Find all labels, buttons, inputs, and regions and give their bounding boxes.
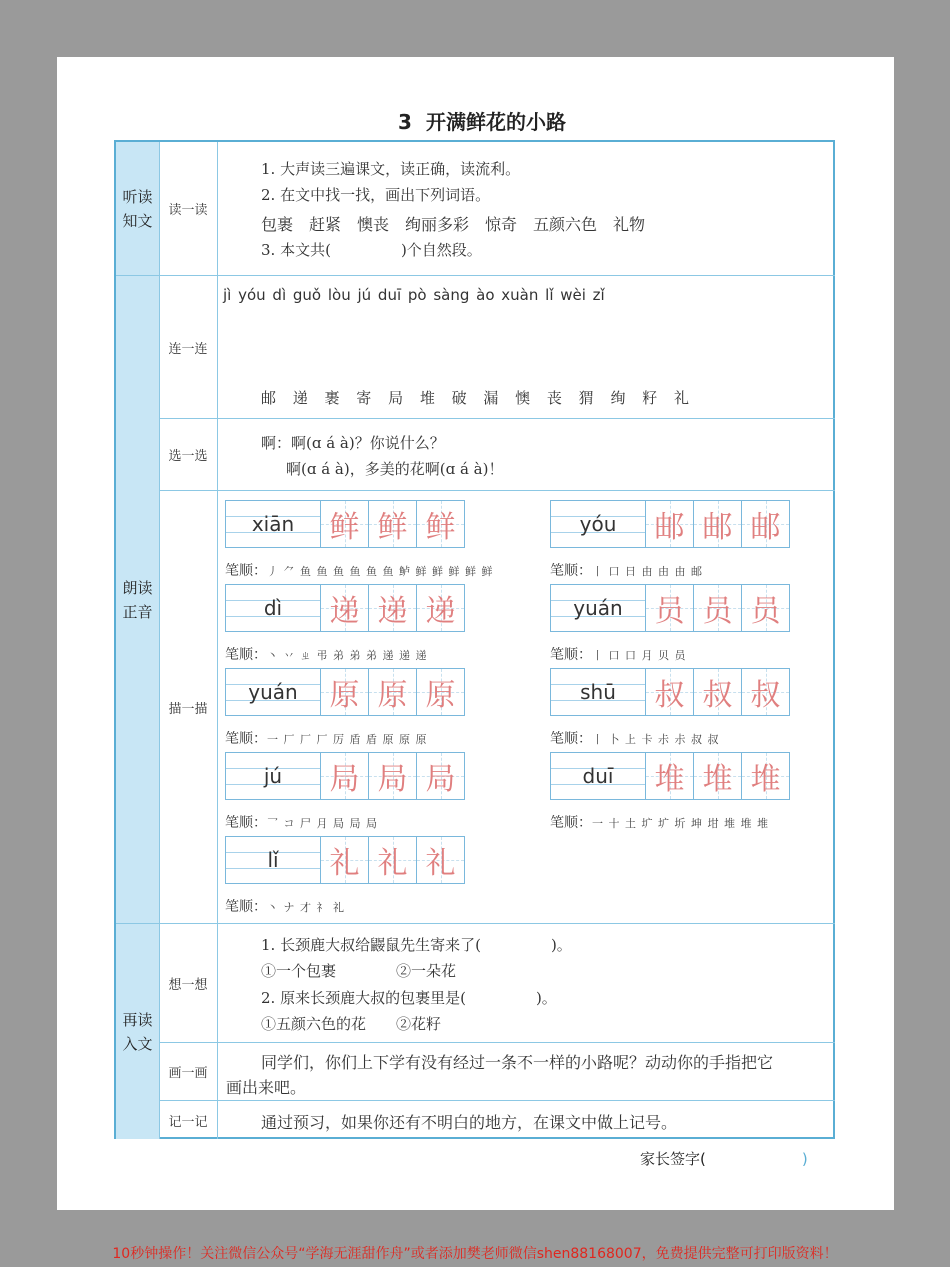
stroke-order-you <box>550 560 703 580</box>
huayihua-line-1: 同学们，你们上下学有没有经过一条不一样的小路呢？动动你的手指把它 <box>261 1053 774 1072</box>
divider <box>116 923 835 924</box>
trace-box[interactable] <box>321 500 369 548</box>
xuanyixuan-line-2: 啊(ɑ á à)，多美的花啊(ɑ á à)！ <box>286 460 504 478</box>
trace-char: 递 <box>377 594 408 629</box>
category-reread <box>116 924 159 1139</box>
trace-box[interactable] <box>742 752 790 800</box>
tracing-group-you <box>550 500 790 548</box>
stroke-sequence: 一 厂 厂 厂 厉 盾 盾 原 原 原 <box>267 733 428 746</box>
sub-label-miaoyimiao: 描一描 <box>168 701 208 717</box>
trace-box[interactable] <box>417 752 465 800</box>
tracing-group-shu <box>550 668 790 716</box>
tracing-group-dui <box>550 752 790 800</box>
q2-close: )。 <box>535 989 557 1007</box>
stroke-sequence: 丶 丷 ㄓ 弔 弟 弟 弟 递 递 递 <box>267 649 428 662</box>
tracing-group-di <box>225 584 465 632</box>
stroke-order-dui <box>550 812 769 832</box>
pinyin-text: jú <box>263 764 283 788</box>
trace-box[interactable] <box>742 668 790 716</box>
stroke-order-li <box>225 896 345 916</box>
trace-char: 邮 <box>654 510 685 545</box>
parent-signature <box>640 1148 808 1169</box>
trace-box[interactable] <box>646 668 694 716</box>
tracing-group-xian <box>225 500 465 548</box>
q1-text: 1. 长颈鹿大叔给鼹鼠先生寄来了( <box>261 936 481 954</box>
pinyin-box <box>225 668 321 716</box>
lianyilian-pinyin-row: jì yóu dì guǒ lòu jú duī pò sàng ào xuàn lǐ wèi zǐ <box>223 286 605 304</box>
pinyin-text: yuán <box>573 596 623 620</box>
duyidu-item-2: 2. 在文中找一找，画出下列词语。 <box>261 186 491 204</box>
duyidu-item-3-pre: 3. 本文共( <box>261 241 331 259</box>
category-read-line1: 朗读 <box>122 578 153 597</box>
category-listen-line2: 知文 <box>122 211 153 230</box>
pinyin-box <box>550 752 646 800</box>
trace-box[interactable] <box>742 500 790 548</box>
stroke-sequence: 一 十 土 圹 圹 圻 坤 坩 堆 堆 堆 <box>592 817 769 830</box>
stroke-label: 笔顺： <box>550 647 592 663</box>
trace-box[interactable] <box>369 500 417 548</box>
trace-box[interactable] <box>417 500 465 548</box>
trace-box[interactable] <box>646 752 694 800</box>
pinyin-text: lǐ <box>267 848 279 872</box>
divider <box>159 1100 835 1101</box>
stroke-label: 笔顺： <box>225 815 267 831</box>
duyidu-word-list: 包裹 赶紧 懊丧 绚丽多彩 惊奇 五颜六色 礼物 <box>261 215 646 234</box>
lianyilian-hanzi-row: 邮 递 裹 寄 局 堆 破 漏 懊 丧 猬 绚 籽 礼 <box>261 389 695 407</box>
page-title <box>0 106 950 135</box>
pinyin-text: yuán <box>248 680 298 704</box>
jiyiji-text: 通过预习，如果你还有不明白的地方，在课文中做上记号。 <box>261 1113 678 1132</box>
stroke-order-shu <box>550 728 719 748</box>
trace-char: 鲜 <box>425 510 456 545</box>
trace-char: 员 <box>702 594 733 629</box>
trace-char: 礼 <box>425 846 456 881</box>
stroke-order-yuan-1 <box>550 644 686 664</box>
trace-char: 员 <box>654 594 685 629</box>
stroke-label: 笔顺： <box>550 815 592 831</box>
trace-box[interactable] <box>694 500 742 548</box>
sub-label-huayihua: 画一画 <box>168 1066 208 1081</box>
sub-label-lianyilian: 连一连 <box>168 341 208 357</box>
pinyin-box <box>550 500 646 548</box>
trace-char: 邮 <box>702 510 733 545</box>
stroke-order-ju <box>225 812 378 832</box>
lesson-number: 3 <box>398 110 412 134</box>
q2-text: 2. 原来长颈鹿大叔的包裹里是( <box>261 989 466 1007</box>
trace-char: 局 <box>329 762 360 797</box>
trace-char: 邮 <box>750 510 781 545</box>
trace-box[interactable] <box>694 584 742 632</box>
xiangyixiang-q1 <box>261 934 572 955</box>
trace-box[interactable] <box>694 668 742 716</box>
pinyin-box <box>225 836 321 884</box>
stroke-order-yuan-2 <box>225 728 427 748</box>
category-read <box>116 276 159 923</box>
duyidu-item-1: 1. 大声读三遍课文，读正确，读流利。 <box>261 160 521 178</box>
stroke-label: 笔顺： <box>550 563 592 579</box>
trace-box[interactable] <box>417 584 465 632</box>
trace-char: 原 <box>377 678 408 713</box>
pinyin-text: dì <box>263 596 283 620</box>
tracing-group-yuan-1 <box>550 584 790 632</box>
trace-box[interactable] <box>646 500 694 548</box>
promo-footer: 10秒钟操作！关注微信公众号“学海无涯甜作舟”或者添加樊老师微信shen88168007，免费提供完整可打印版资料！ <box>112 1246 838 1262</box>
divider <box>217 142 218 1139</box>
stroke-label: 笔顺： <box>225 899 267 915</box>
stroke-sequence: 丨 口 日 由 由 由 邮 <box>592 565 703 578</box>
pinyin-text: shū <box>580 680 616 704</box>
trace-box[interactable] <box>321 836 369 884</box>
stroke-order-di <box>225 644 427 664</box>
stroke-sequence: 丨 卜 上 卡 尗 尗 叔 叔 <box>592 733 720 746</box>
divider <box>116 275 835 276</box>
xiangyixiang-q1-options: ①一个包裹 ②一朵花 <box>261 962 457 980</box>
stroke-sequence: 丨 口 口 月 贝 员 <box>592 649 687 662</box>
trace-box[interactable] <box>694 752 742 800</box>
sub-label-duyidu: 读一读 <box>168 203 208 218</box>
tracing-group-yuan-2 <box>225 668 465 716</box>
pinyin-text: yóu <box>579 512 617 536</box>
stroke-sequence: 丿 ⺈ 鱼 鱼 鱼 鱼 鱼 鱼 鲈 鲜 鲜 鲜 鲜 鲜 <box>267 565 494 578</box>
stroke-label: 笔顺： <box>225 563 267 579</box>
category-listen-line1: 听读 <box>122 187 153 206</box>
pinyin-box <box>225 584 321 632</box>
trace-box[interactable] <box>369 584 417 632</box>
category-reread-line2: 入文 <box>122 1034 153 1053</box>
xiangyixiang-q2-options: ①五颜六色的花 ②花籽 <box>261 1015 442 1033</box>
trace-box[interactable] <box>369 752 417 800</box>
trace-char: 局 <box>425 762 456 797</box>
duyidu-item-3-post: )个自然段。 <box>400 241 482 259</box>
trace-char: 局 <box>377 762 408 797</box>
stroke-label: 笔顺： <box>225 647 267 663</box>
trace-char: 堆 <box>702 762 733 797</box>
trace-char: 员 <box>750 594 781 629</box>
divider <box>159 418 835 419</box>
trace-box[interactable] <box>369 668 417 716</box>
q1-close: )。 <box>550 936 572 954</box>
stroke-label: 笔顺： <box>225 731 267 747</box>
trace-box[interactable] <box>321 668 369 716</box>
trace-char: 叔 <box>654 678 685 713</box>
trace-char: 礼 <box>329 846 360 881</box>
trace-box[interactable] <box>369 836 417 884</box>
trace-char: 礼 <box>377 846 408 881</box>
trace-box[interactable] <box>417 668 465 716</box>
signature-label: 家长签字( <box>640 1150 706 1168</box>
xuanyixuan-line-1: 啊：啊(ɑ á à)？你说什么？ <box>261 434 445 452</box>
stroke-sequence: 丶 ナ 才 礻 礼 <box>267 901 345 914</box>
trace-char: 堆 <box>654 762 685 797</box>
duyidu-item-3 <box>261 239 482 260</box>
sub-label-xuanyixuan: 选一选 <box>168 449 208 464</box>
sub-label-jiyiji: 记一记 <box>168 1114 208 1130</box>
lesson-title: 开满鲜花的小路 <box>425 110 566 134</box>
trace-char: 堆 <box>750 762 781 797</box>
tracing-group-ju <box>225 752 465 800</box>
trace-char: 原 <box>329 678 360 713</box>
pinyin-box <box>225 752 321 800</box>
category-read-line2: 正音 <box>122 602 153 621</box>
divider <box>159 1042 835 1043</box>
signature-close: ) <box>801 1150 808 1168</box>
stroke-order-xian <box>225 560 493 580</box>
trace-box[interactable] <box>646 584 694 632</box>
category-listen <box>116 142 159 275</box>
trace-char: 鲜 <box>329 510 360 545</box>
pinyin-text: xiān <box>251 512 295 536</box>
stroke-label: 笔顺： <box>550 731 592 747</box>
trace-char: 鲜 <box>377 510 408 545</box>
category-reread-line1: 再读 <box>122 1010 153 1029</box>
stroke-sequence: 乛 コ 尸 月 局 局 局 <box>267 817 378 830</box>
trace-box[interactable] <box>417 836 465 884</box>
trace-box[interactable] <box>321 584 369 632</box>
trace-char: 递 <box>329 594 360 629</box>
pinyin-box <box>225 500 321 548</box>
pinyin-box <box>550 584 646 632</box>
huayihua-line-2: 画出来吧。 <box>226 1078 307 1097</box>
exercise-table <box>114 140 835 1139</box>
xiangyixiang-q2 <box>261 987 557 1008</box>
trace-box[interactable] <box>742 584 790 632</box>
sub-label-xiangyixiang: 想一想 <box>168 977 208 993</box>
tracing-group-li <box>225 836 465 884</box>
trace-char: 叔 <box>702 678 733 713</box>
trace-char: 递 <box>425 594 456 629</box>
trace-char: 叔 <box>750 678 781 713</box>
pinyin-box <box>550 668 646 716</box>
trace-box[interactable] <box>321 752 369 800</box>
trace-char: 原 <box>425 678 456 713</box>
divider <box>159 490 835 491</box>
pinyin-text: duī <box>582 764 614 788</box>
